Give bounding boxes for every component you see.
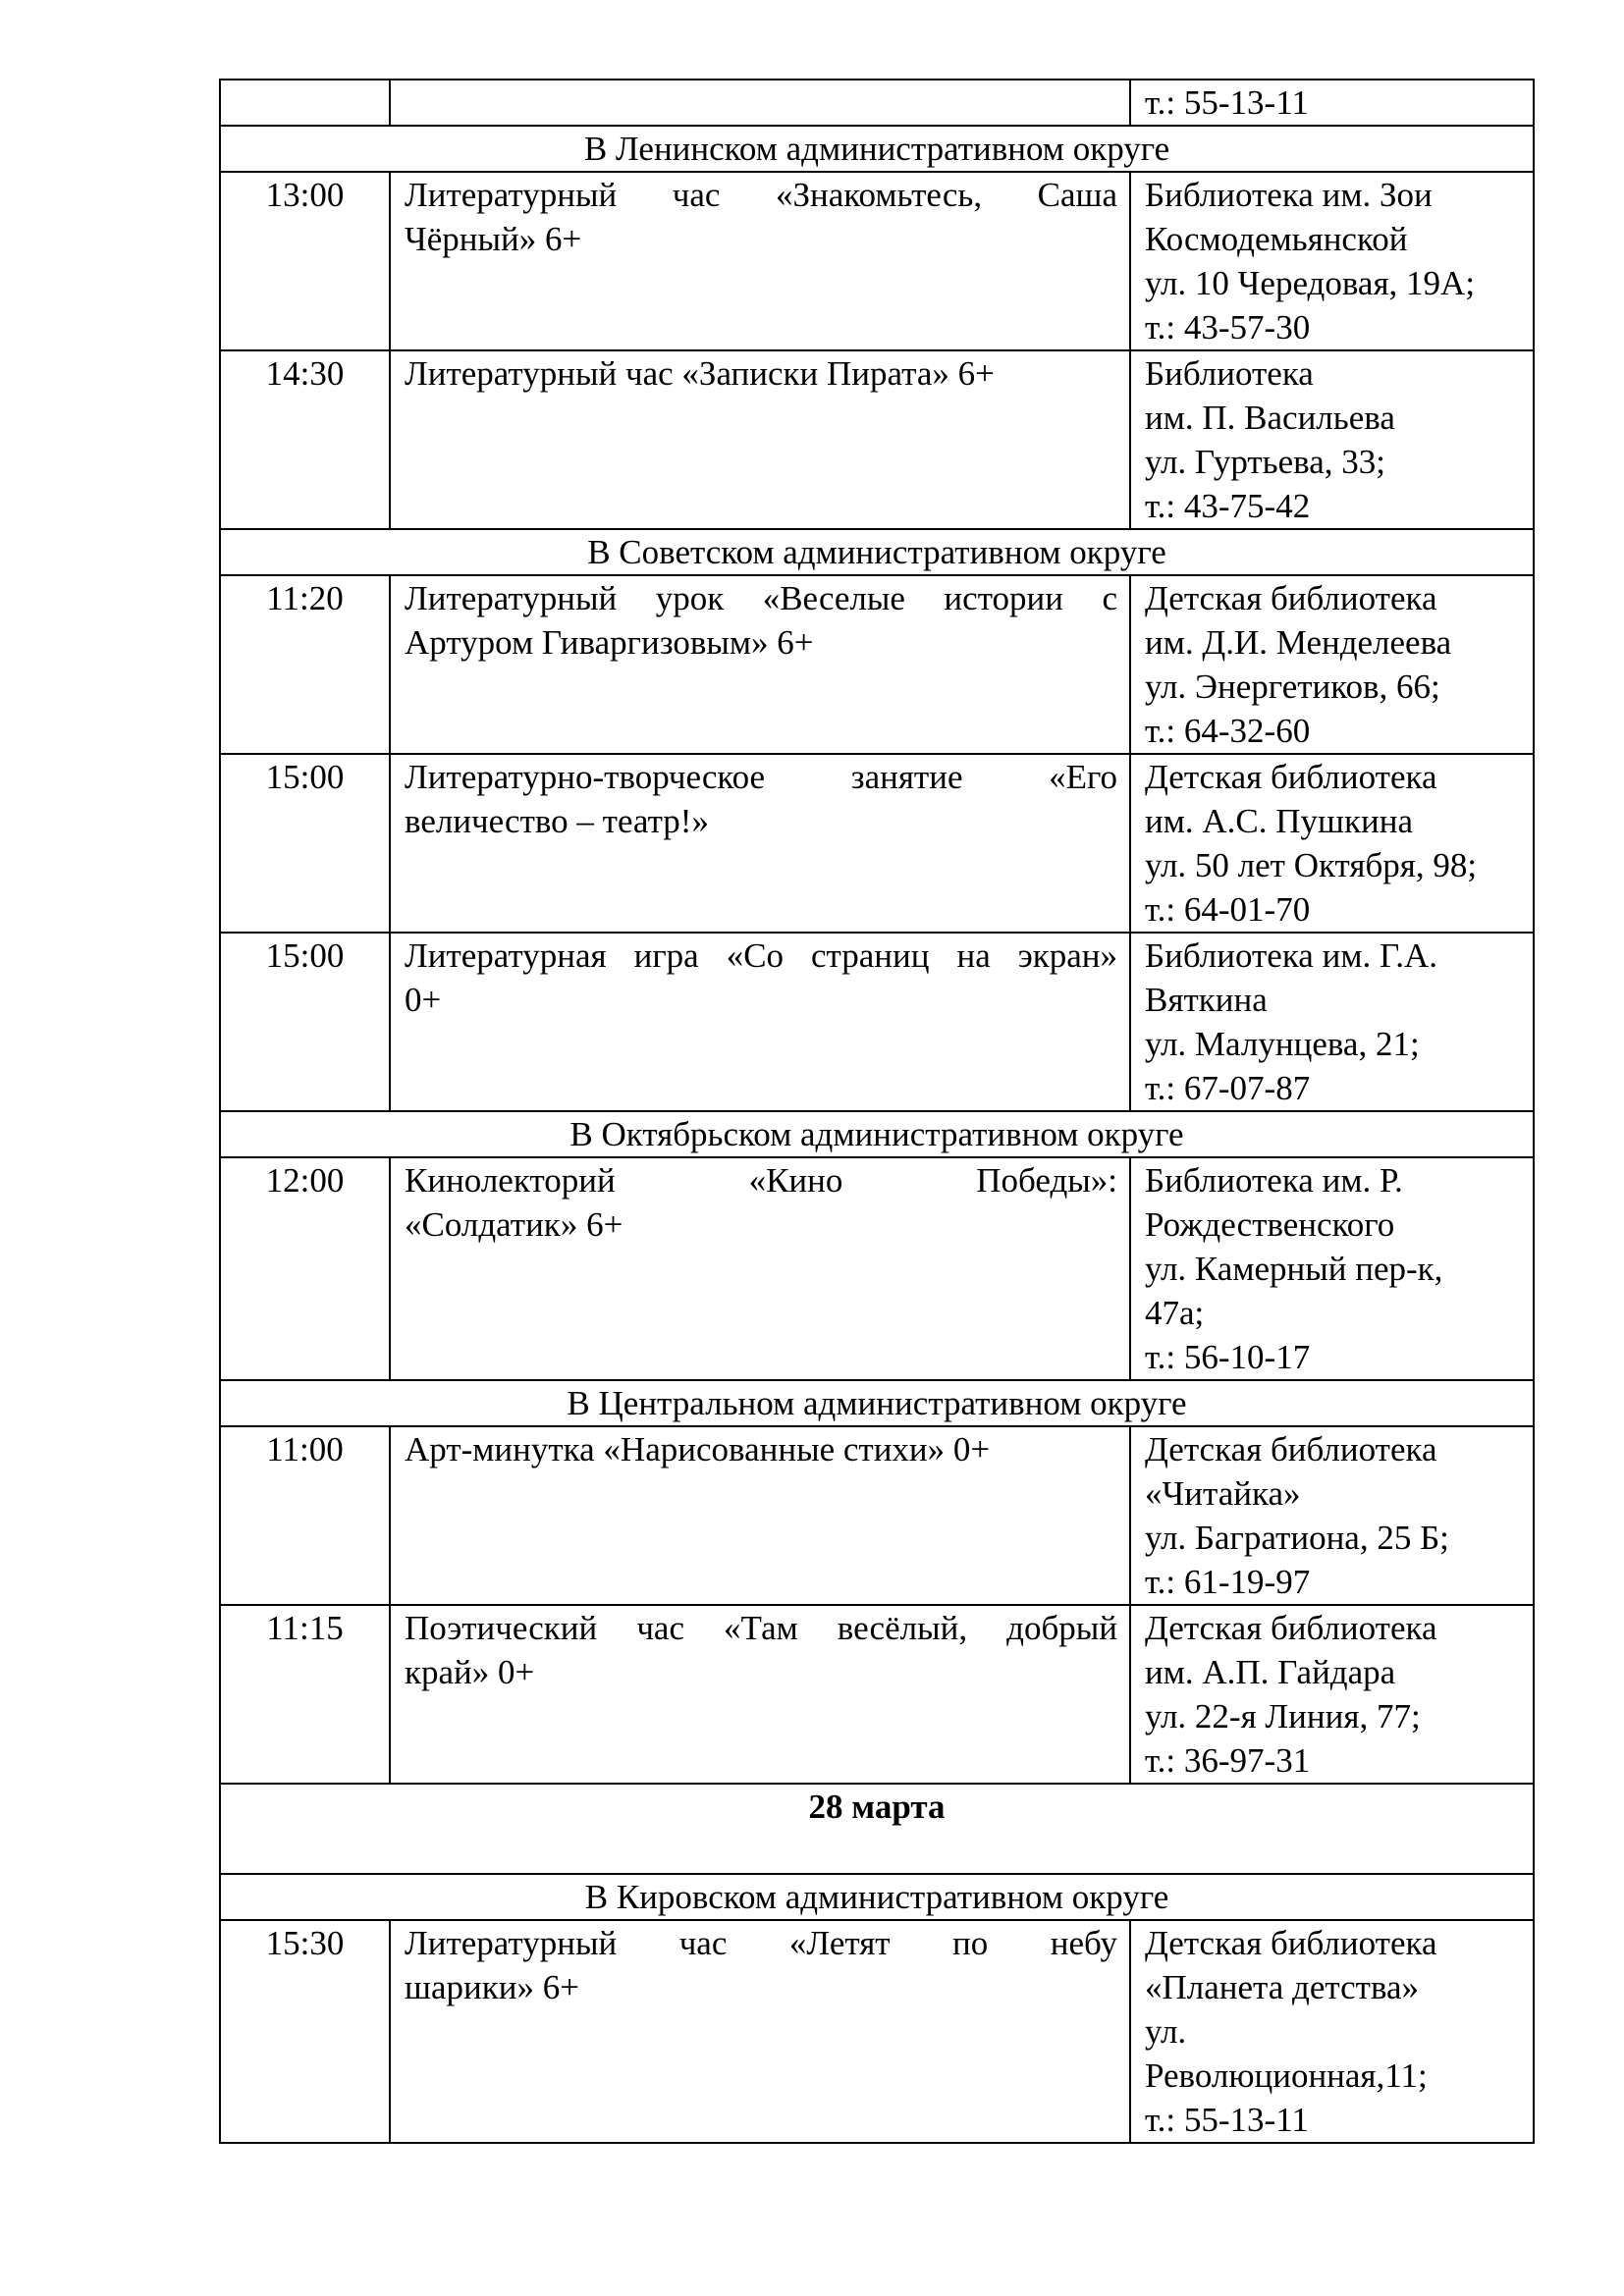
district-heading: В Октябрьском административном округе bbox=[220, 1111, 1534, 1157]
district-row bbox=[220, 1380, 1534, 1426]
event-title bbox=[390, 754, 1130, 933]
event-place bbox=[1130, 933, 1534, 1111]
event-title-line: величество – театр!» bbox=[405, 802, 709, 840]
place-line: 47а; bbox=[1145, 1294, 1205, 1332]
place-line: им. Д.И. Менделеева bbox=[1145, 623, 1452, 662]
district-heading: В Кировском административном округе bbox=[220, 1874, 1534, 1920]
event-time: 11:15 bbox=[220, 1605, 390, 1784]
place-line: т.: 55-13-11 bbox=[1145, 2101, 1309, 2139]
place-line: т.: 64-32-60 bbox=[1145, 712, 1311, 750]
district-row bbox=[220, 1874, 1534, 1920]
place-line: Детская библиотека bbox=[1145, 579, 1437, 617]
place-line: Вяткина bbox=[1145, 981, 1268, 1019]
place-line: им. А.С. Пушкина bbox=[1145, 802, 1413, 840]
place-line: Детская библиотека bbox=[1145, 1430, 1437, 1468]
schedule-body bbox=[220, 80, 1534, 2143]
place-line: ул. Энергетиков, 66; bbox=[1145, 667, 1440, 706]
event-row bbox=[220, 1920, 1534, 2143]
district-heading: В Советском административном округе bbox=[220, 529, 1534, 575]
event-place bbox=[1130, 754, 1534, 933]
event-time: 15:00 bbox=[220, 933, 390, 1111]
event-title bbox=[390, 1426, 1130, 1605]
event-row bbox=[220, 350, 1534, 529]
event-title-line: Поэтический час «Там весёлый, добрый bbox=[405, 1609, 1117, 1647]
district-heading: В Ленинском административном округе bbox=[220, 126, 1534, 172]
date-heading: 28 марта bbox=[220, 1784, 1534, 1874]
event-title-line: Литературная игра «Со страниц на экран» bbox=[405, 936, 1117, 975]
event-title-line: Литературно-творческое занятие «Его bbox=[405, 758, 1117, 796]
event-title bbox=[390, 1605, 1130, 1784]
event-place bbox=[1130, 172, 1534, 350]
event-title-line: «Солдатик» 6+ bbox=[405, 1205, 623, 1244]
place-line: Библиотека им. Р. bbox=[1145, 1161, 1403, 1200]
place-line: ул. 10 Чередовая, 19А; bbox=[1145, 264, 1476, 302]
event-title-line: Чёрный» 6+ bbox=[405, 220, 582, 258]
district-row bbox=[220, 126, 1534, 172]
place-line: ул. Гуртьева, 33; bbox=[1145, 443, 1385, 481]
place-line: т.: 43-57-30 bbox=[1145, 308, 1311, 347]
event-row bbox=[220, 1426, 1534, 1605]
event-time: 11:00 bbox=[220, 1426, 390, 1605]
event-time: 11:20 bbox=[220, 575, 390, 754]
event-title bbox=[390, 1157, 1130, 1380]
event-title-line: Артуром Гиваргизовым» 6+ bbox=[405, 623, 814, 662]
place-line: Библиотека bbox=[1145, 354, 1314, 393]
district-row bbox=[220, 1111, 1534, 1157]
place-line: «Планета детства» bbox=[1145, 1968, 1420, 2006]
event-row bbox=[220, 1157, 1534, 1380]
event-title bbox=[390, 1920, 1130, 2143]
place-line: ул. Камерный пер-к, bbox=[1145, 1250, 1443, 1288]
event-title-line: Кинолекторий «Кино Победы»: bbox=[405, 1161, 1117, 1200]
event-row bbox=[220, 1605, 1534, 1784]
place-cell bbox=[1130, 80, 1534, 126]
place-line: Детская библиотека bbox=[1145, 1609, 1437, 1647]
date-row bbox=[220, 1784, 1534, 1874]
place-line: Рождественского bbox=[1145, 1205, 1395, 1244]
district-row bbox=[220, 529, 1534, 575]
place-line: им. П. Васильева bbox=[1145, 399, 1395, 437]
place-line: ул. Багратиона, 25 Б; bbox=[1145, 1519, 1449, 1557]
place-line: Космодемьянской bbox=[1145, 220, 1408, 258]
event-title bbox=[390, 350, 1130, 529]
place-line: т.: 36-97-31 bbox=[1145, 1741, 1311, 1780]
place-line: ул. Малунцева, 21; bbox=[1145, 1025, 1420, 1063]
district-heading: В Центральном административном округе bbox=[220, 1380, 1534, 1426]
event-title-line: Литературный урок «Веселые истории с bbox=[405, 579, 1117, 617]
event-place bbox=[1130, 1157, 1534, 1380]
place-line: «Читайка» bbox=[1145, 1474, 1301, 1513]
event-place bbox=[1130, 350, 1534, 529]
event-title-line: 0+ bbox=[405, 981, 442, 1019]
event-cell bbox=[390, 80, 1130, 126]
event-title bbox=[390, 575, 1130, 754]
event-title-line: Литературный час «Летят по небу bbox=[405, 1924, 1117, 1962]
place-line: т.: 67-07-87 bbox=[1145, 1069, 1311, 1107]
place-line: им. А.П. Гайдара bbox=[1145, 1653, 1396, 1691]
contact-line: т.: 55-13-11 bbox=[1145, 83, 1309, 122]
event-time: 14:30 bbox=[220, 350, 390, 529]
time-cell bbox=[220, 80, 390, 126]
event-place bbox=[1130, 1920, 1534, 2143]
event-row bbox=[220, 575, 1534, 754]
event-time: 15:00 bbox=[220, 754, 390, 933]
place-line: т.: 43-75-42 bbox=[1145, 487, 1311, 525]
event-title bbox=[390, 933, 1130, 1111]
place-line: ул. bbox=[1145, 2012, 1187, 2051]
place-line: ул. 50 лет Октября, 98; bbox=[1145, 846, 1478, 884]
schedule-table bbox=[219, 79, 1535, 2144]
place-line: т.: 61-19-97 bbox=[1145, 1563, 1311, 1601]
place-line: ул. 22-я Линия, 77; bbox=[1145, 1697, 1421, 1735]
event-time: 15:30 bbox=[220, 1920, 390, 2143]
event-title-line: Литературный час «Знакомьтесь, Саша bbox=[405, 176, 1117, 214]
event-time: 13:00 bbox=[220, 172, 390, 350]
table-row bbox=[220, 80, 1534, 126]
event-title-line: шарики» 6+ bbox=[405, 1968, 579, 2006]
event-place bbox=[1130, 1426, 1534, 1605]
event-row bbox=[220, 172, 1534, 350]
event-title-line: Арт-минутка «Нарисованные стихи» 0+ bbox=[405, 1430, 991, 1468]
event-title-line: Литературный час «Записки Пирата» 6+ bbox=[405, 354, 995, 393]
place-line: т.: 56-10-17 bbox=[1145, 1338, 1311, 1376]
place-line: Библиотека им. Зои bbox=[1145, 176, 1433, 214]
event-title bbox=[390, 172, 1130, 350]
event-row bbox=[220, 933, 1534, 1111]
event-title-line: край» 0+ bbox=[405, 1653, 535, 1691]
event-time: 12:00 bbox=[220, 1157, 390, 1380]
event-row bbox=[220, 754, 1534, 933]
event-place bbox=[1130, 1605, 1534, 1784]
place-line: Революционная,11; bbox=[1145, 2056, 1428, 2095]
place-line: Детская библиотека bbox=[1145, 1924, 1437, 1962]
place-line: Детская библиотека bbox=[1145, 758, 1437, 796]
place-line: т.: 64-01-70 bbox=[1145, 890, 1311, 929]
place-line: Библиотека им. Г.А. bbox=[1145, 936, 1438, 975]
event-place bbox=[1130, 575, 1534, 754]
